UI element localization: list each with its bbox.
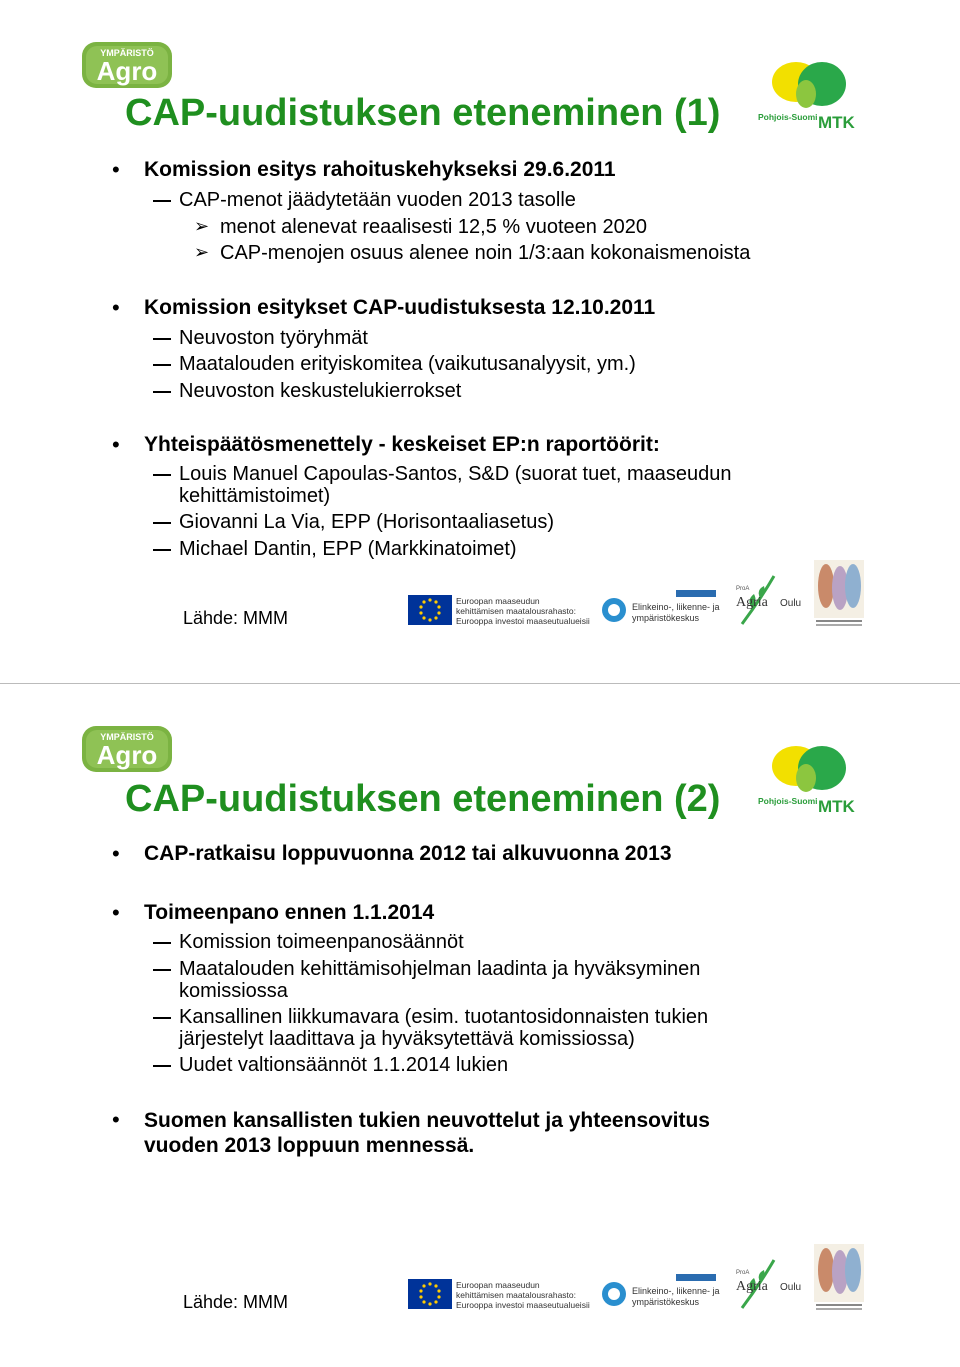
eu-logo-line-1: Euroopan maaseudun [456, 1280, 540, 1290]
bullet-1: • CAP-ratkaisu loppuvuonna 2012 tai alkuvuonna 2013 [144, 842, 672, 866]
bullet-2-sub-3: Neuvoston keskustelukierrokset [179, 380, 462, 402]
bullet-1-sub-1b: ➢ CAP-menojen osuus alenee noin 1/3:aan kokonaismenoista [220, 242, 750, 265]
bullet-2-sub-2: Maatalouden erityiskomitea (vaikutusanalyysit, ym.) [179, 353, 636, 375]
ymparisto-agro-logo [82, 42, 172, 88]
bullet-2-sub-3 [179, 1006, 708, 1050]
eu-maaseutu-logo [408, 593, 590, 629]
bullet-3: • Yhteispäätösmenettely - keskeiset EP:n raportöörit: [144, 433, 660, 457]
bullet-3 [144, 1108, 710, 1158]
bullet-2-sub-2 [179, 958, 700, 1002]
eu-logo-line-3: Eurooppa investoi maaseutualueisiin [456, 616, 590, 626]
eu-logo-line-2: kehittämisen maatalousrahasto: [456, 606, 577, 616]
bullet-3-sub-3: Michael Dantin, EPP (Markkinatoimet) [179, 538, 517, 560]
ely-logo-line-2: ympäristökeskus [632, 613, 700, 623]
ely-logo-line-1: Elinkeino-, liikenne- ja [632, 602, 720, 612]
figure-3-icon [845, 1248, 861, 1292]
mtk-logo [756, 742, 866, 814]
bullet-3-sub-1-line-2: kehittämistoimet) [179, 485, 331, 507]
proagria-oulu-logo [734, 1254, 806, 1312]
bullet-3-line-1: • Suomen kansallisten tukien neuvottelut ja yhteensovitus [144, 1109, 710, 1132]
bullet-3-sub-1-line-1: Louis Manuel Capoulas-Santos, S&D (suorat tuet, maaseudun [179, 463, 732, 485]
bullet-3-sub-2: Giovanni La Via, EPP (Horisontaaliasetus) [179, 511, 555, 533]
bullet-2-sub-4: Uudet valtionsäännöt 1.1.2014 lukien [179, 1054, 509, 1076]
bullet-2: • Toimeenpano ennen 1.1.2014 [144, 901, 434, 925]
agria-logo-city: Oulu [780, 598, 802, 609]
agro-logo-main: Agro [96, 56, 158, 86]
bullet-2-sub-1: Komission toimeenpanosäännöt [179, 931, 464, 953]
figure-1-icon [818, 1248, 834, 1292]
agria-logo-main: Agria [736, 1279, 768, 1294]
agro-logo-top: YMPÄRISTÖ [100, 48, 154, 58]
bullet-2-sub-3-line-1: Kansallinen liikkumavara (esim. tuotantosidonnaisten tukien [179, 1006, 709, 1028]
mtk-logo-name: MTK [818, 797, 855, 814]
mtk-logo [756, 58, 866, 130]
bullet-1-sub-1: CAP-menot jäädytetään vuoden 2013 tasolle [179, 189, 576, 211]
source-note: Lähde: MMM [183, 1292, 289, 1312]
bullet-2-sub-2-line-2: komissiossa [179, 980, 288, 1002]
bullet-3-line-2: vuoden 2013 loppuun mennessä. [144, 1134, 475, 1157]
ely-logo-line-2: ympäristökeskus [632, 1297, 700, 1307]
bullet-3-sub-1 [179, 463, 732, 507]
eu-logo-line-3: Eurooppa investoi maaseutualueisiin [456, 1300, 590, 1310]
eu-maaseutu-logo [408, 1277, 590, 1313]
mtk-logo-name: MTK [818, 113, 855, 130]
ely-keskus-logo [600, 1274, 720, 1314]
agro-logo-top: YMPÄRISTÖ [100, 732, 154, 742]
bullet-1: • Komission esitys rahoituskehykseksi 29.6.2011 [144, 158, 616, 182]
agro-logo-main: Agro [96, 740, 158, 770]
maaseutunaiset-logo [814, 556, 864, 628]
slide-2 [0, 684, 960, 1367]
agria-logo-main: Agria [736, 595, 768, 610]
slide-title: CAP-uudistuksen eteneminen (2) [125, 778, 721, 820]
bullet-2-sub-3-line-2: järjestelyt laadittava ja hyväksytettävä komissiossa) [179, 1028, 635, 1050]
agria-logo-city: Oulu [780, 1282, 802, 1293]
bullet-2-sub-1: Neuvoston työryhmät [179, 327, 368, 349]
ely-logo-line-1: Elinkeino-, liikenne- ja [632, 1286, 720, 1296]
bullet-1-sub-1a: ➢ menot alenevat reaalisesti 12,5 % vuoteen 2020 [220, 216, 647, 239]
bullet-2-sub-2-line-1: Maatalouden kehittämisohjelman laadinta ja hyväksyminen [179, 958, 701, 980]
eu-logo-line-1: Euroopan maaseudun [456, 596, 540, 606]
ymparisto-agro-logo [82, 726, 172, 772]
mtk-logo-region: Pohjois-Suomi [758, 796, 818, 806]
eu-logo-line-2: kehittämisen maatalousrahasto: [456, 1290, 577, 1300]
figure-1-icon [818, 564, 834, 608]
bullet-2: • Komission esitykset CAP-uudistuksesta 12.10.2011 [144, 296, 655, 320]
source-note: Lähde: MMM [183, 608, 289, 628]
figure-3-icon [845, 564, 861, 608]
slide-1 [0, 0, 960, 683]
ely-keskus-logo [600, 590, 720, 630]
agria-logo-pre: ProA [736, 586, 750, 592]
slide-title: CAP-uudistuksen eteneminen (1) [125, 92, 721, 134]
agria-logo-pre: ProA [736, 1270, 750, 1276]
proagria-oulu-logo [734, 570, 806, 628]
maaseutunaiset-logo [814, 1240, 864, 1312]
mtk-logo-region: Pohjois-Suomi [758, 112, 818, 122]
